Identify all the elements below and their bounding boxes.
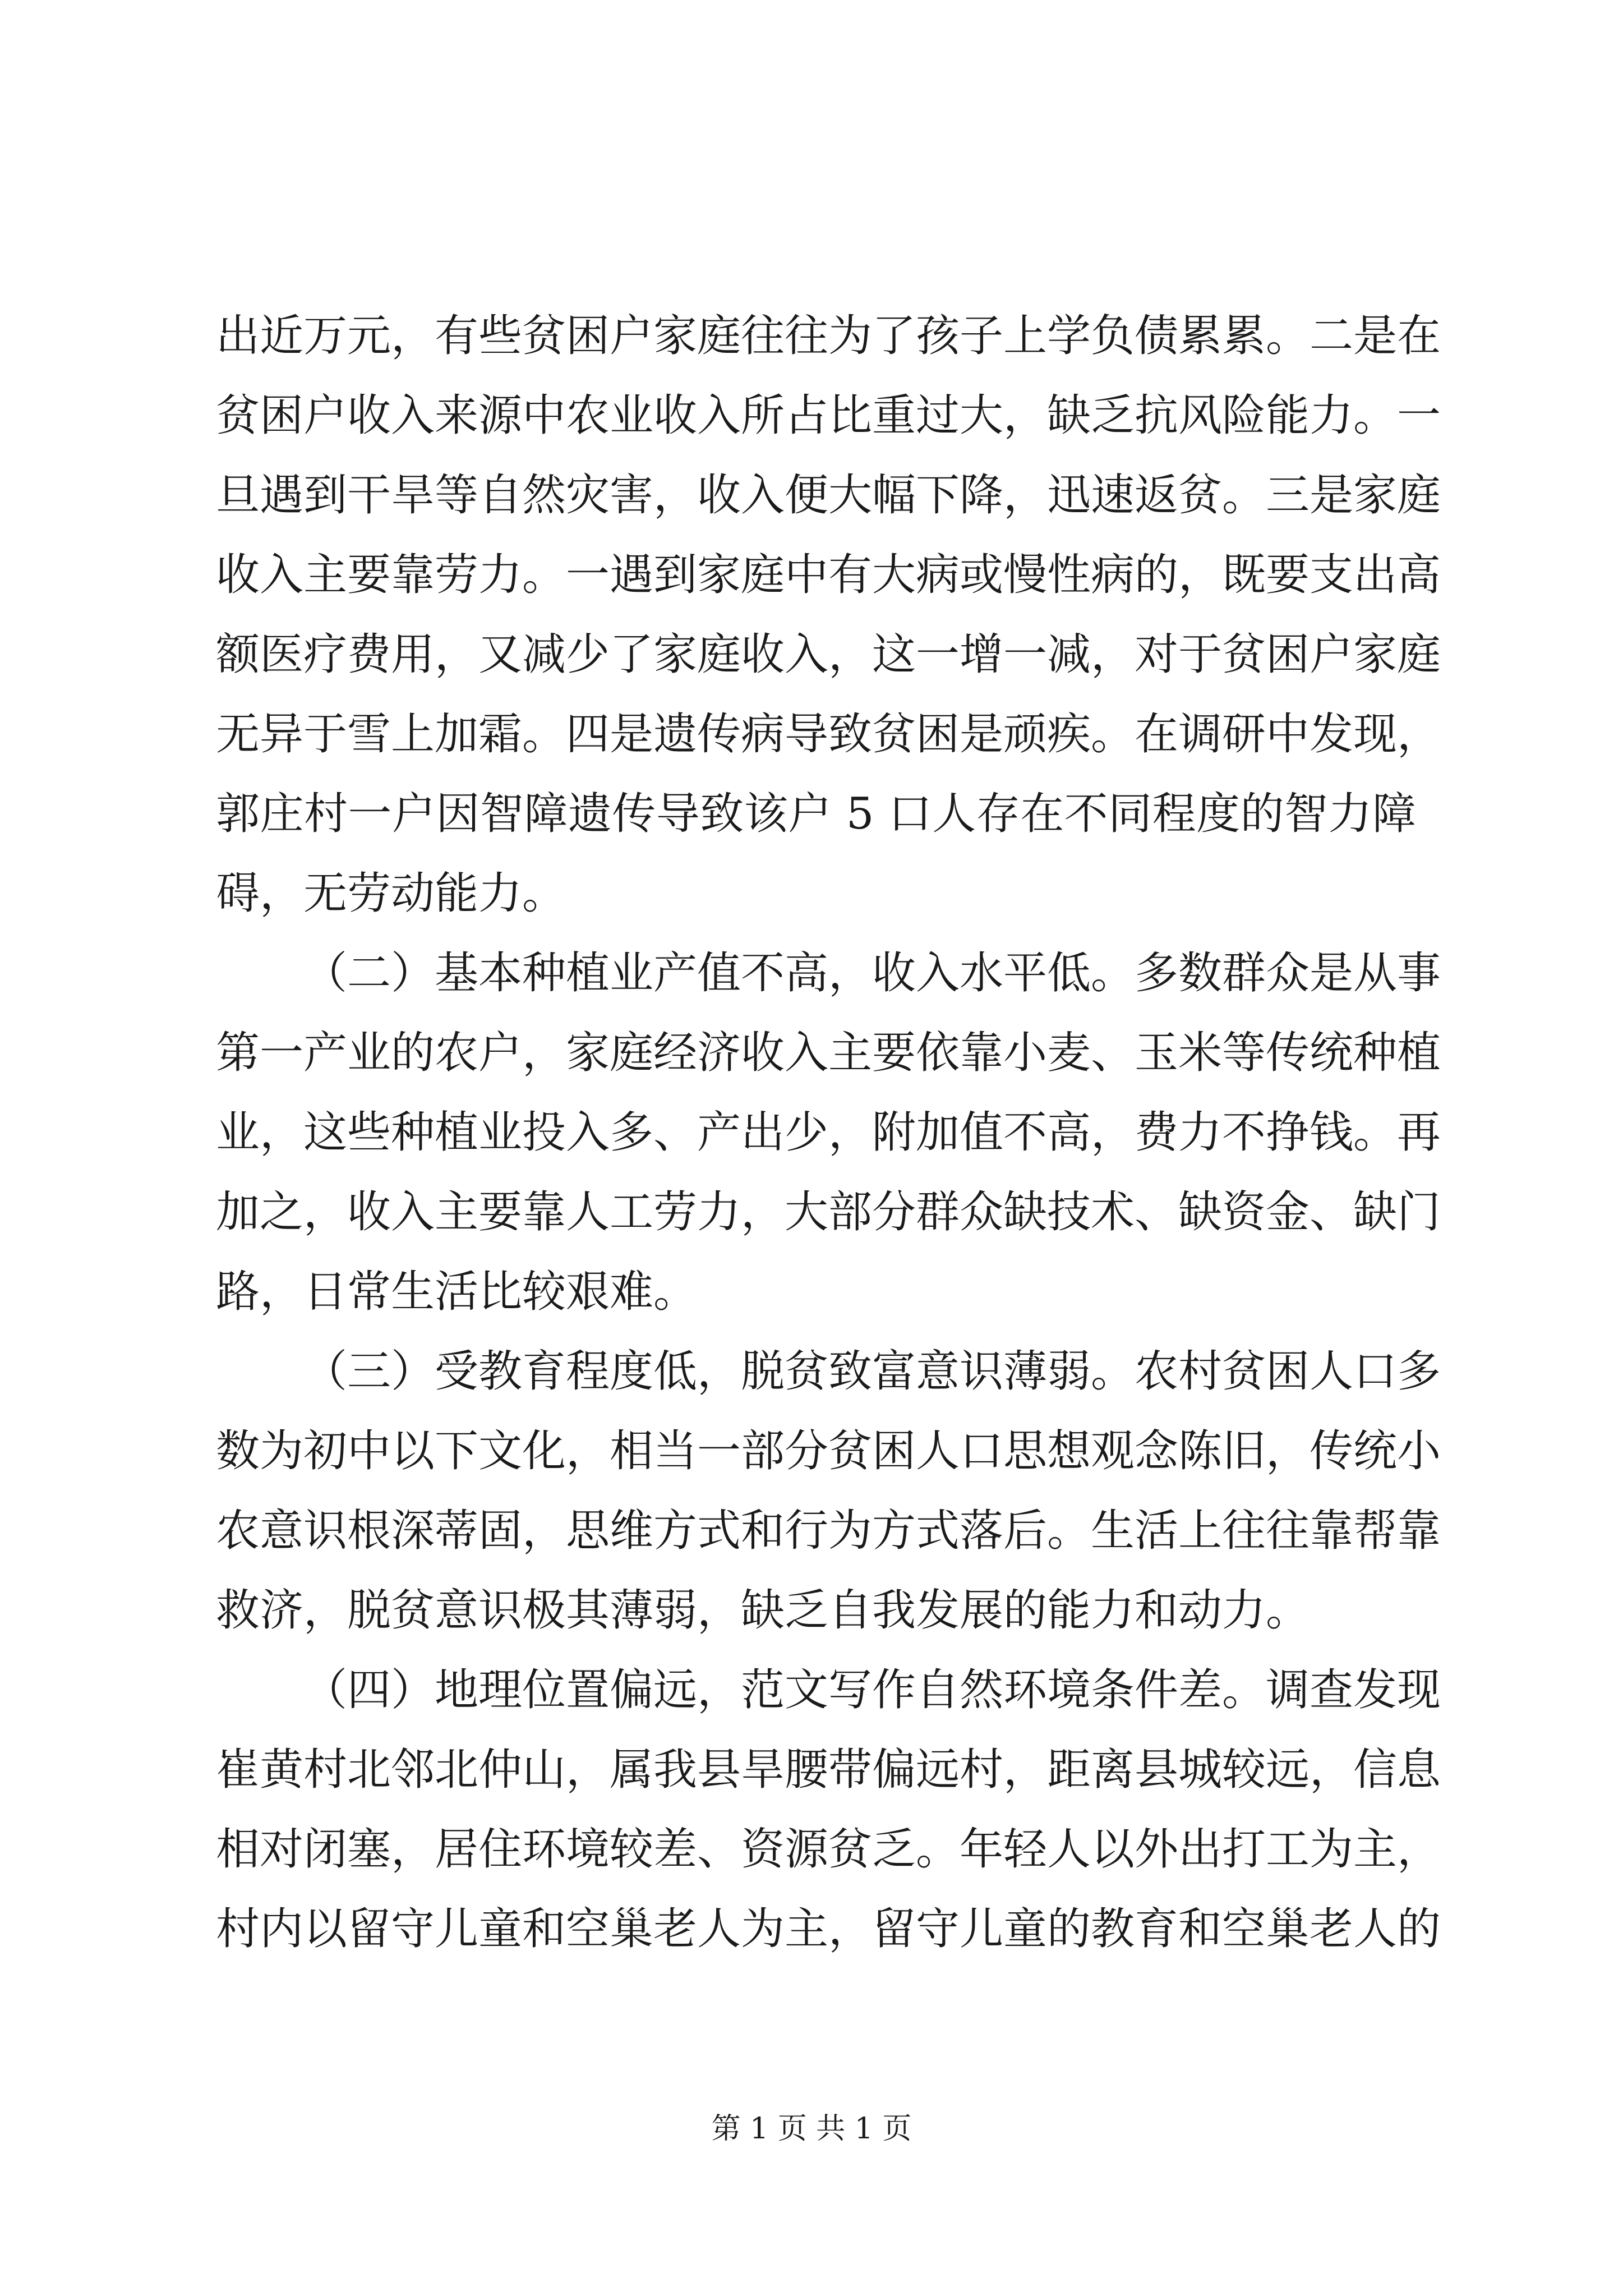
paragraph-first-line: （三）受教育程度低，脱贫致富意识薄弱。农村贫困人口多 — [303, 1346, 1441, 1397]
text-line: 村内以留守儿童和空巢老人为主，留守儿童的教育和空巢老人的 — [216, 1904, 1441, 1954]
paragraph-first-line: （四）地理位置偏远，范文写作自然环境条件差。调查发现 — [303, 1665, 1441, 1715]
text-line: 加之，收入主要靠人工劳力，大部分群众缺技术、缺资金、缺门 — [216, 1187, 1441, 1237]
text-line: 救济，脱贫意识极其薄弱，缺乏自我发展的能力和动力。 — [216, 1585, 1310, 1636]
text-line: 收入主要靠劳力。一遇到家庭中有大病或慢性病的，既要支出高 — [216, 550, 1441, 600]
text-line: 额医疗费用，又减少了家庭收入，这一增一减，对于贫困户家庭 — [216, 629, 1441, 680]
text-line: 无异于雪上加霜。四是遗传病导致贫困是顽疾。在调研中发现， — [216, 709, 1441, 760]
text-line: 碍，无劳动能力。 — [216, 868, 566, 919]
paragraph-first-line: （二）基本种植业产值不高，收入水平低。多数群众是从事 — [303, 948, 1441, 999]
text-line: 相对闭塞，居住环境较差、资源贫乏。年轻人以外出打工为主， — [216, 1824, 1441, 1875]
text-line: 数为初中以下文化，相当一部分贫困人口思想观念陈旧，传统小 — [216, 1426, 1441, 1476]
text-line: 贫困户收入来源中农业收入所占比重过大，缺乏抗风险能力。一 — [216, 390, 1441, 441]
page-footer: 第 1 页 共 1 页 — [711, 2112, 912, 2146]
text-line: 农意识根深蒂固，思维方式和行为方式落后。生活上往往靠帮靠 — [216, 1506, 1441, 1556]
text-line: 业，这些种植业投入多、产出少，附加值不高，费力不挣钱。再 — [216, 1107, 1441, 1158]
text-line: 路，日常生活比较艰难。 — [216, 1267, 698, 1317]
text-line: 出近万元，有些贫困户家庭往往为了孩子上学负债累累。二是在 — [216, 311, 1441, 361]
text-line: 崔黄村北邻北仲山，属我县旱腰带偏远村，距离县城较远，信息 — [216, 1745, 1441, 1795]
text-line: 旦遇到干旱等自然灾害，收入便大幅下降，迅速返贫。三是家庭 — [216, 470, 1441, 521]
text-line: 郭庄村一户因智障遗传导致该户 5 口人存在不同程度的智力障 — [216, 789, 1416, 839]
text-line: 第一产业的农户，家庭经济收入主要依靠小麦、玉米等传统种植 — [216, 1028, 1441, 1078]
document-body — [216, 296, 1441, 1969]
